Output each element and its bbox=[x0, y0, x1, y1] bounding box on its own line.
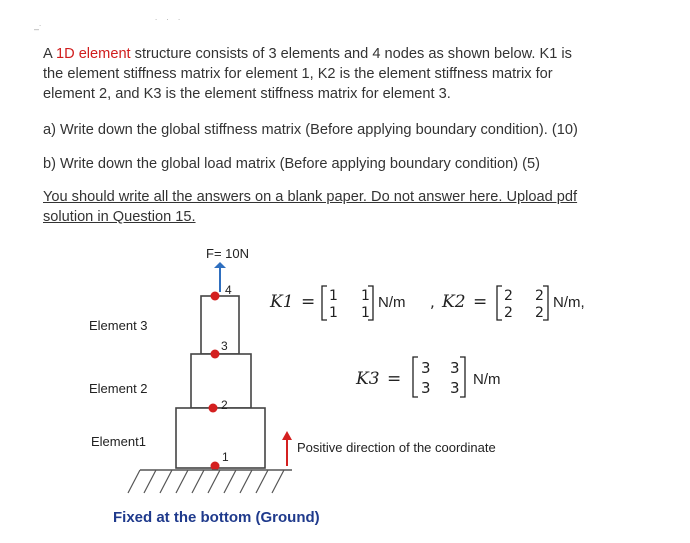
node-label-2: 2 bbox=[221, 398, 228, 412]
k1-left-bracket bbox=[322, 286, 327, 320]
k2-prefix: , bbox=[430, 293, 435, 311]
coordinate-label: Positive direction of the coordinate bbox=[297, 440, 496, 455]
k3-name: K3 bbox=[356, 369, 380, 389]
element-1-block bbox=[176, 408, 265, 468]
corner-mark: –˙ bbox=[34, 24, 43, 34]
element-3-label: Element 3 bbox=[89, 318, 148, 333]
k3-right-bracket bbox=[460, 357, 465, 397]
k1-equals: = bbox=[301, 292, 316, 312]
element-2-label: Element 2 bbox=[89, 381, 148, 396]
matrix-k2 bbox=[430, 286, 585, 321]
scan-marks: ˙ ˙ ˙ bbox=[155, 18, 184, 28]
node-2 bbox=[209, 404, 218, 413]
k3-entry-11: 3 bbox=[421, 359, 431, 377]
k1-entry-21: 1 bbox=[329, 305, 338, 321]
k1-entry-11: 1 bbox=[329, 288, 338, 304]
k2-name: K2 bbox=[442, 292, 466, 312]
k3-entry-22: 3 bbox=[450, 379, 460, 397]
k2-left-bracket bbox=[497, 286, 502, 320]
coordinate-arrow-head bbox=[282, 431, 292, 440]
k1-name: K1 bbox=[270, 292, 294, 312]
node-1 bbox=[211, 462, 220, 471]
force-label: F= 10N bbox=[206, 246, 249, 261]
node-3 bbox=[211, 350, 220, 359]
element-1-label: Element1 bbox=[91, 434, 146, 449]
part-a-text: a) Write down the global stiffness matrix (Before applying boundary condition). (10) bbox=[43, 122, 578, 138]
node-4 bbox=[211, 292, 220, 301]
k1-entry-22: 1 bbox=[361, 305, 370, 321]
k3-entry-21: 3 bbox=[421, 379, 431, 397]
k2-equals: = bbox=[473, 292, 488, 312]
k2-entry-11: 2 bbox=[504, 288, 513, 304]
k2-entry-12: 2 bbox=[535, 288, 544, 304]
k3-unit: N/m bbox=[473, 371, 501, 388]
k1-entry-12: 1 bbox=[361, 288, 370, 304]
k2-entry-22: 2 bbox=[535, 305, 544, 321]
ground-label: Fixed at the bottom (Ground) bbox=[113, 509, 320, 526]
k2-unit: N/m, bbox=[553, 294, 585, 311]
k3-equals: = bbox=[387, 369, 402, 389]
part-b-text: b) Write down the global load matrix (Before applying boundary condition) (5) bbox=[43, 156, 540, 172]
ground-hatch bbox=[128, 470, 292, 493]
matrix-k1 bbox=[269, 286, 406, 321]
k3-left-bracket bbox=[413, 357, 418, 397]
k3-entry-12: 3 bbox=[450, 359, 460, 377]
upload-note: You should write all the answers on a blank paper. Do not answer here. Upload pdf solution in Question 15. bbox=[43, 189, 578, 225]
matrix-k3 bbox=[355, 357, 501, 397]
node-label-3: 3 bbox=[221, 339, 228, 353]
force-arrow-head bbox=[214, 262, 226, 268]
element-3-block bbox=[201, 296, 239, 354]
k2-entry-21: 2 bbox=[504, 305, 513, 321]
highlight-1d-element: 1D element bbox=[55, 46, 131, 62]
k1-unit: N/m bbox=[378, 294, 406, 311]
node-label-1: 1 bbox=[222, 450, 229, 464]
intro-paragraph: A 1D element structure consists of 3 elements and 4 nodes as shown below. K1 is the element stiffness matrix for element 1, K2 is the element stiffness matrix for element 2, and K3 is the element stiffness matrix for element 3. bbox=[43, 46, 572, 102]
node-label-4: 4 bbox=[225, 283, 232, 297]
